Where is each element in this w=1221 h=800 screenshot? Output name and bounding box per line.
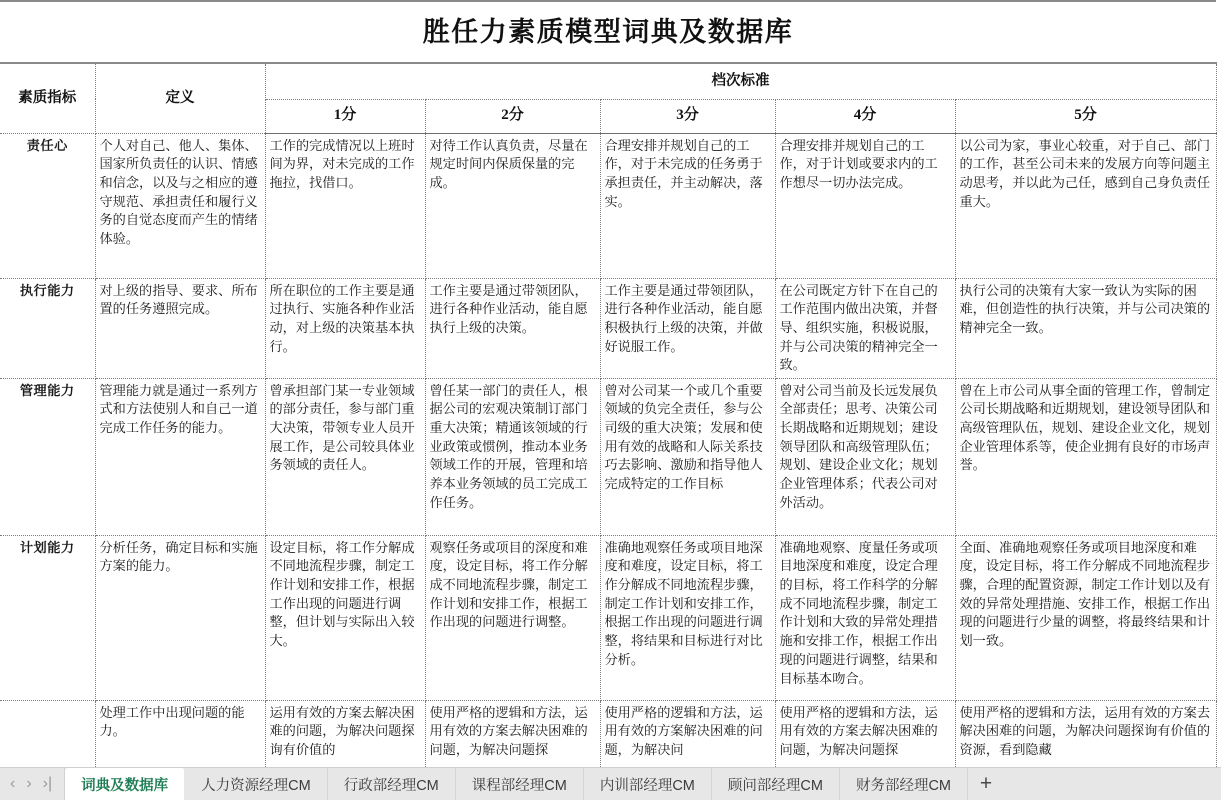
sheet-tab-bar (0, 767, 1221, 800)
row-score-2: 工作主要是通过带领团队，进行各种作业活动，能自愿执行上级的决策。 (425, 278, 600, 378)
row-definition: 管理能力就是通过一系列方式和方法使别人和自己一道完成工作任务的能力。 (95, 378, 265, 535)
sheet-tab-training-manager[interactable]: 内训部经理CM (584, 768, 712, 800)
table-row[interactable] (0, 133, 1216, 278)
row-score-4: 合理安排并规划自己的工作，对于计划或要求内的工作想尽一切办法完成。 (775, 133, 955, 278)
row-score-5: 全面、准确地观察任务或项目地深度和难度，设定目标，将工作分解成不同地流程步骤，合理的配置资源，制定工作计划以及有效的异常处理措施、安排工作，根据工作出现的问题进行少量的调整，将最终结果和计划一致。 (955, 535, 1216, 700)
sheet-tab-hr-manager[interactable]: 人力资源经理CM (185, 768, 328, 800)
row-indicator: 责任心 (0, 133, 95, 278)
header-score-4: 4分 (775, 99, 955, 133)
add-sheet-button[interactable]: + (979, 772, 993, 795)
row-score-5: 执行公司的决策有大家一致认为实际的困难，但创造性的执行决策，并与公司决策的精神完全一致。 (955, 278, 1216, 378)
row-score-4: 曾对公司当前及长远发展负全部责任；思考、决策公司长期战略和近期规划；建设领导团队和高级管理队伍；规划、建设企业文化；规划企业管理体系；代表公司对外活动。 (775, 378, 955, 535)
sheet-tab-finance-manager[interactable]: 财务部经理CM (840, 768, 968, 800)
row-score-3: 合理安排并规划自己的工作，对于未完成的任务勇于承担责任，并主动解决，落实。 (600, 133, 775, 278)
row-score-4: 在公司既定方针下在自己的工作范围内做出决策，并督导、组织实施，积极说服，并与公司决策的精神完全一致。 (775, 278, 955, 378)
row-score-5: 使用严格的逻辑和方法，运用有效的方案去解决困难的问题，为解决问题探询有价值的资源，看到隐藏 (955, 700, 1216, 779)
row-score-1: 设定目标，将工作分解成不同地流程步骤，制定工作计划和安排工作，根据工作出现的问题进行调整，但计划与实际出入较大。 (265, 535, 425, 700)
row-score-2: 观察任务或项目的深度和难度，设定目标，将工作分解成不同地流程步骤，制定工作计划和安排工作，根据工作出现的问题进行调整。 (425, 535, 600, 700)
title-row (0, 1, 1216, 63)
prev-sheet-icon[interactable]: ‹ (10, 775, 16, 792)
row-definition: 处理工作中出现问题的能力。 (95, 700, 265, 779)
row-score-3: 曾对公司某一个或几个重要领域的负完全责任，参与公司级的重大决策；发展和使用有效的战略和人际关系技巧去影响、激励和指导他人完成特定的工作目标 (600, 378, 775, 535)
row-score-4: 使用严格的逻辑和方法，运用有效的方案去解决困难的问题，为解决问题探 (775, 700, 955, 779)
row-score-1: 所在职位的工作主要是通过执行、实施各种作业活动，对上级的决策基本执行。 (265, 278, 425, 378)
table-row[interactable] (0, 535, 1216, 700)
header-score-3: 3分 (600, 99, 775, 133)
sheet-tab-dictionary[interactable]: 词典及数据库 (65, 768, 185, 800)
row-definition: 分析任务，确定目标和实施方案的能力。 (95, 535, 265, 700)
row-score-1: 工作的完成情况以上班时间为界，对未完成的工作拖拉，找借口。 (265, 133, 425, 278)
header-row-top (0, 63, 1216, 99)
header-score-2: 2分 (425, 99, 600, 133)
header-indicator: 素质指标 (0, 63, 95, 133)
row-score-4: 准确地观察、度量任务或项目地深度和难度，设定合理的目标，将工作科学的分解成不同地流程步骤，制定工作计划和大致的异常处理措施和安排工作，根据工作出现的问题进行调整，结果和目标基本吻合。 (775, 535, 955, 700)
next-sheet-icon[interactable]: › (26, 775, 32, 792)
row-score-5: 曾在上市公司从事全面的管理工作，曾制定公司长期战略和近期规划，建设领导团队和高级管理队伍，规划、建设企业文化，规划企业管理体系等，使企业拥有良好的市场声誉。 (955, 378, 1216, 535)
row-score-3: 准确地观察任务或项目地深度和难度，设定目标，将工作分解成不同地流程步骤，制定工作计划和安排工作，根据工作出现的问题进行调整，将结果和目标进行对比分析。 (600, 535, 775, 700)
document-title-cell (0, 1, 1216, 63)
row-score-3: 工作主要是通过带领团队，进行各种作业活动，能自愿积极执行上级的决策，并做好说服工作。 (600, 278, 775, 378)
row-indicator: 管理能力 (0, 378, 95, 535)
row-score-1: 曾承担部门某一专业领域的部分责任，参与部门重大决策，带领专业人员开展工作，是公司较具体业务领域的责任人。 (265, 378, 425, 535)
row-indicator: 计划能力 (0, 535, 95, 700)
header-score-5: 5分 (955, 99, 1216, 133)
row-score-3: 使用严格的逻辑和方法，运用有效的方案解决困难的问题，为解决问 (600, 700, 775, 779)
table-row[interactable] (0, 378, 1216, 535)
row-score-1: 运用有效的方案去解决困难的问题，为解决问题探询有价值的 (265, 700, 425, 779)
sheet-tab-consulting-manager[interactable]: 顾问部经理CM (712, 768, 840, 800)
header-band: 档次标准 (265, 63, 1216, 99)
row-score-5: 以公司为家，事业心较重，对于自己、部门的工作，甚至公司未来的发展方向等问题主动思考，并以此为己任，感到自己身负责任重大。 (955, 133, 1216, 278)
header-definition: 定义 (95, 63, 265, 133)
last-sheet-icon[interactable]: ›| (42, 775, 53, 792)
row-score-2: 曾任某一部门的责任人，根据公司的宏观决策制订部门重大决策；精通该领域的行业政策或惯例，推动本业务领域工作的开展，管理和培养本业务领域的员工完成工作任务。 (425, 378, 600, 535)
header-score-1: 1分 (265, 99, 425, 133)
row-definition: 个人对自己、他人、集体、国家所负责任的认识、情感和信念，以及与之相应的遵守规范、承担责任和履行义务的自觉态度而产生的情绪体验。 (95, 133, 265, 278)
sheet-tab-admin-manager[interactable]: 行政部经理CM (328, 768, 456, 800)
sheet-tab-course-manager[interactable]: 课程部经理CM (456, 768, 584, 800)
row-definition: 对上级的指导、要求、所布置的任务遵照完成。 (95, 278, 265, 378)
row-score-2: 使用严格的逻辑和方法，运用有效的方案去解决困难的问题，为解决问题探 (425, 700, 600, 779)
row-indicator: 执行能力 (0, 278, 95, 378)
sheet-nav-arrows (0, 768, 65, 800)
page-title: 胜任力素质模型词典及数据库 (422, 16, 794, 47)
sheet-tabs (65, 768, 968, 800)
table-row[interactable] (0, 278, 1216, 378)
row-score-2: 对待工作认真负责，尽量在规定时间内保质保量的完成。 (425, 133, 600, 278)
